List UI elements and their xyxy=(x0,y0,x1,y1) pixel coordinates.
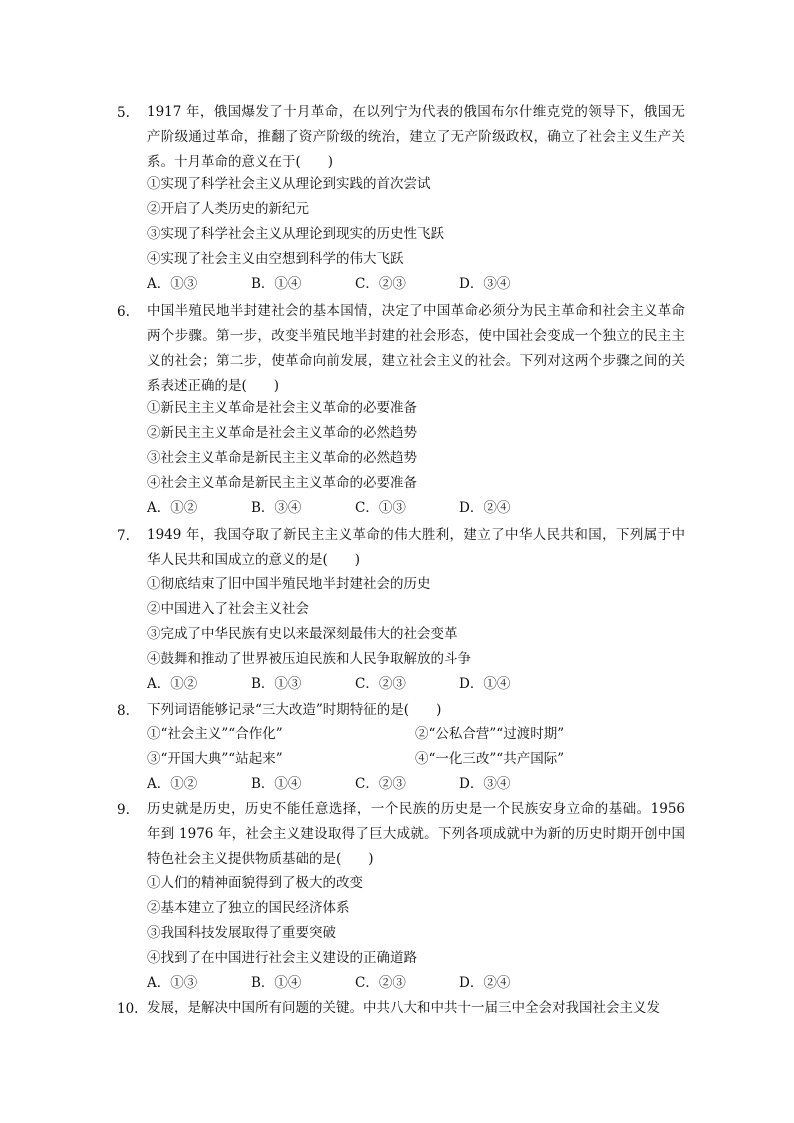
choice-c[interactable]: C．②③ xyxy=(355,776,406,792)
statement-1: ①新民主主义革命是社会主义革命的必要准备 xyxy=(147,400,417,416)
statement-4: ④实现了社会主义由空想到科学的伟大飞跃 xyxy=(147,251,404,267)
statement-4: ④“一化三改”“共产国际” xyxy=(415,751,565,767)
statement-4: ④社会主义革命是新民主主义革命的必要准备 xyxy=(147,475,417,491)
choice-a[interactable]: A．①② xyxy=(147,776,198,792)
question-stem: 1917 年，俄国爆发了十月革命，在以列宁为代表的俄国布尔什维克党的领导下，俄国无产阶级通过革命，推翻了资产阶级的统治，建立了无产阶级政权，确立了社会主义生产关系。十月革命的意义在于( ) xyxy=(147,104,685,170)
choice-b[interactable]: B．①④ xyxy=(251,776,302,792)
statement-3: ③我国科技发展取得了重要突破 xyxy=(147,925,336,941)
statement-1: ①彻底结束了旧中国半殖民地半封建社会的历史 xyxy=(147,576,431,592)
choice-c[interactable]: C．②③ xyxy=(355,676,406,692)
choice-b[interactable]: B．①④ xyxy=(251,276,302,292)
statement-2: ②基本建立了独立的国民经济体系 xyxy=(147,900,350,916)
answer-choices xyxy=(147,775,687,793)
question-number: 5. xyxy=(117,105,130,121)
choice-d[interactable]: D．①④ xyxy=(459,676,511,692)
statement-3: ③完成了中华民族有史以来最深刻最伟大的社会变革 xyxy=(147,626,458,642)
choice-b[interactable]: B．①④ xyxy=(251,975,302,991)
statement-2: ②开启了人类历史的新纪元 xyxy=(147,201,309,217)
choice-d[interactable]: D．②④ xyxy=(459,975,511,991)
statement-4: ④鼓舞和推动了世界被压迫民族和人民争取解放的斗争 xyxy=(147,651,471,667)
statement-4: ④找到了在中国进行社会主义建设的正确道路 xyxy=(147,950,417,966)
choice-b[interactable]: B．③④ xyxy=(251,500,302,516)
statement-3: ③社会主义革命是新民主主义革命的必然趋势 xyxy=(147,450,417,466)
statement-3: ③实现了科学社会主义从理论到现实的历史性飞跃 xyxy=(147,226,444,242)
answer-choices xyxy=(147,275,687,293)
question-stem: 中国半殖民地半封建社会的基本国情，决定了中国革命必须分为民主革命和社会主义革命两个步骤。第一步，改变半殖民地半封建的社会形态，使中国社会变成一个独立的民主主义的社会；第二步，使革命向前发展，建立社会主义的社会。下列对这两个步骤之间的关系表述正确的是( ) xyxy=(147,303,685,394)
choice-c[interactable]: C．②③ xyxy=(355,975,406,991)
choice-b[interactable]: B．①③ xyxy=(251,676,302,692)
question-number: 7. xyxy=(117,528,130,544)
choice-a[interactable]: A．①③ xyxy=(147,276,198,292)
answer-choices xyxy=(147,499,687,517)
question-stem: 1949 年，我国夺取了新民主主义革命的伟大胜利，建立了中华人民共和国，下列属于中华人民共和国成立的意义的是( ) xyxy=(147,527,685,568)
statement-1: ①实现了科学社会主义从理论到实践的首次尝试 xyxy=(147,176,431,192)
choice-a[interactable]: A．①② xyxy=(147,676,198,692)
statement-3: ③“开国大典”“站起来” xyxy=(147,751,283,767)
question-number: 9. xyxy=(117,802,130,818)
choice-a[interactable]: A．①② xyxy=(147,500,198,516)
question-number: 6. xyxy=(117,304,130,320)
statement-2: ②中国进入了社会主义社会 xyxy=(147,601,309,617)
statement-2: ②新民主主义革命是社会主义革命的必然趋势 xyxy=(147,425,417,441)
question-stem: 发展，是解决中国所有问题的关键。中共八大和中共十一届三中全会对我国社会主义发 xyxy=(147,1000,660,1016)
question-stem: 下列词语能够记录“三大改造”时期特征的是( ) xyxy=(147,702,442,718)
question-number: 10. xyxy=(117,1001,139,1017)
choice-c[interactable]: C．②③ xyxy=(355,276,406,292)
choice-c[interactable]: C．①③ xyxy=(355,500,406,516)
question-stem: 历史就是历史，历史不能任意选择，一个民族的历史是一个民族安身立命的基础。1956 年到 1976 年，社会主义建设取得了巨大成就。下列各项成就中为新的历史时期开创中国特色社会主义提供物质基础的是( ) xyxy=(147,801,685,867)
answer-choices xyxy=(147,675,687,693)
question-number: 8. xyxy=(117,703,130,719)
choice-d[interactable]: D．②④ xyxy=(459,500,511,516)
statement-1: ①人们的精神面貌得到了极大的改变 xyxy=(147,875,363,891)
choice-d[interactable]: D．③④ xyxy=(459,776,511,792)
answer-choices xyxy=(147,974,687,992)
choice-d[interactable]: D．③④ xyxy=(459,276,511,292)
choice-a[interactable]: A．①③ xyxy=(147,975,198,991)
statement-1: ①“社会主义”“合作化” xyxy=(147,726,283,742)
statement-2: ②“公私合营”“过渡时期” xyxy=(415,726,565,742)
